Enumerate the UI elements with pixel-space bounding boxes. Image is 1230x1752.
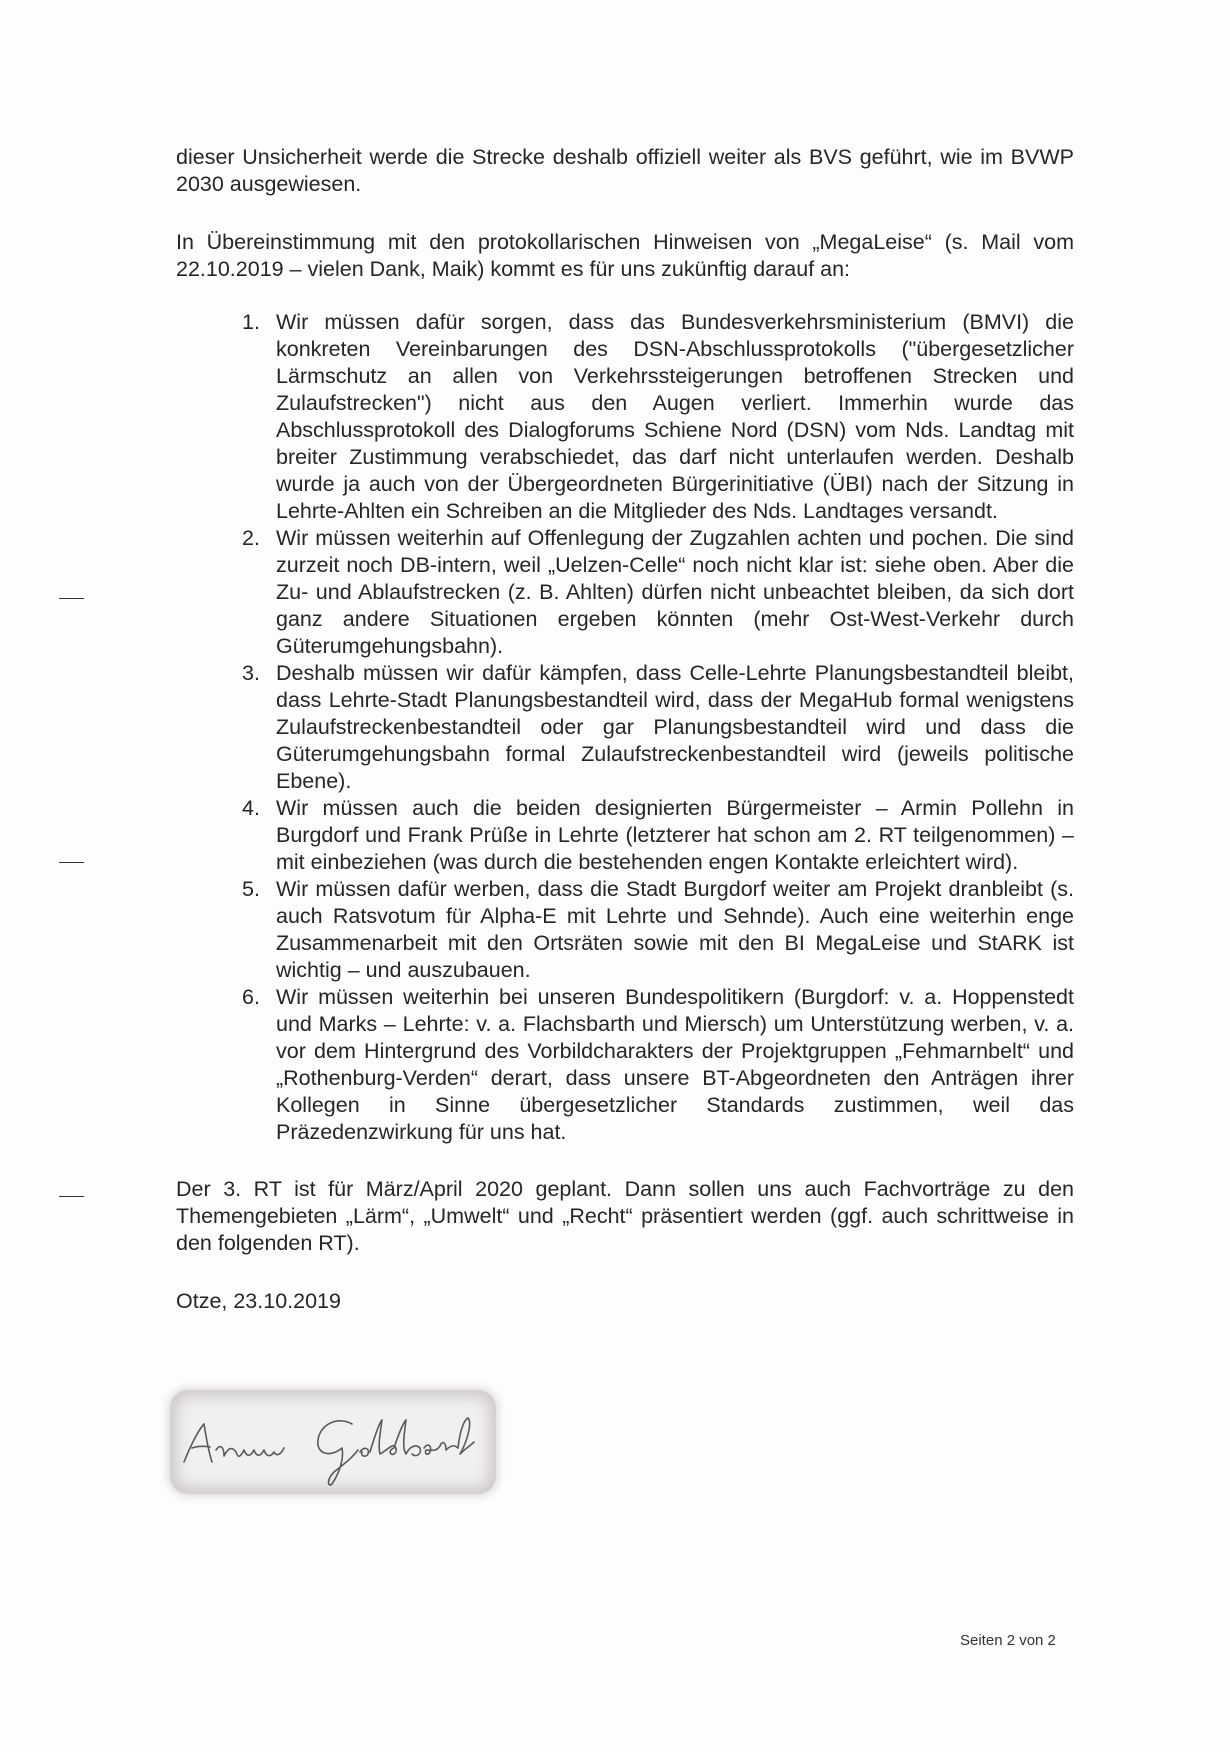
handwritten-signature-icon xyxy=(170,1390,496,1494)
list-item xyxy=(242,876,1074,984)
list-item xyxy=(242,660,1074,795)
place-and-date: Otze, 23.10.2019 xyxy=(176,1289,341,1313)
fold-mark-icon xyxy=(59,862,84,863)
list-item xyxy=(242,795,1074,876)
list-item xyxy=(242,984,1074,1146)
list-item-number: 6. xyxy=(242,985,260,1009)
signature-stamp xyxy=(170,1390,496,1494)
list-item-number: 5. xyxy=(242,877,260,901)
list-item-text: Wir müssen weiterhin bei unseren Bundespolitikern (Burgdorf: v. a. Hoppenstedt und Marks – Lehrte: v. a. Flachsbarth und Miersch) um Unterstützung werben, v. a. vor dem Hintergrund des Vorbildcharakters der Projektgruppen „Fehmarnbelt“ und „Rothenburg-Verden“ derart, dass unsere BT-Abgeordneten den Anträgen ihrer Kollegen in Sinne übergesetzlicher Standards zustimmen, weil das Präzedenzwirkung für uns hat. xyxy=(276,985,1074,1144)
letter-body xyxy=(176,144,1074,1315)
closing-paragraph: Der 3. RT ist für März/April 2020 geplant. Dann sollen uns auch Fachvorträge zu den Themengebieten „Lärm“, „Umwelt“ und „Recht“ präsentiert werden (ggf. auch schrittweise in den folgenden RT). xyxy=(176,1177,1074,1255)
list-item xyxy=(242,309,1074,525)
list-item-text: Wir müssen dafür werben, dass die Stadt Burgdorf weiter am Projekt dranbleibt (s. auch Ratsvotum für Alpha-E mit Lehrte und Sehnde). Auch eine weiterhin enge Zusammenarbeit mit den Ortsräten sowie mit den BI MegaLeise und StARK ist wichtig – und auszubauen. xyxy=(276,877,1074,982)
hole-punch-mark-icon xyxy=(59,1196,84,1197)
list-item-number: 4. xyxy=(242,796,260,820)
fold-mark-icon xyxy=(59,598,84,599)
list-item-number: 2. xyxy=(242,526,260,550)
list-item-text: Wir müssen auch die beiden designierten Bürgermeister – Armin Pollehn in Burgdorf und Frank Prüße in Lehrte (letzterer hat schon am 2. RT teilgenommen) – mit einbeziehen (was durch die bestehenden engen Kontakte erleichtert wird). xyxy=(276,796,1074,874)
list-item xyxy=(242,525,1074,660)
list-item-text: Deshalb müssen wir dafür kämpfen, dass Celle-Lehrte Planungsbestandteil bleibt, dass Lehrte-Stadt Planungsbestandteil wird, dass der MegaHub formal wenigstens Zulaufstreckenbestandteil oder gar Planungsbestandteil wird und dass die Güterumgehungsbahn formal Zulaufstreckenbestandteil wird (jeweils politische Ebene). xyxy=(276,661,1074,793)
action-items-list xyxy=(242,309,1074,1146)
list-item-number: 1. xyxy=(242,310,260,334)
list-item-number: 3. xyxy=(242,661,260,685)
list-item-text: Wir müssen dafür sorgen, dass das Bundesverkehrsministerium (BMVI) die konkreten Vereinbarungen des DSN-Abschlussprotokolls ("übergesetzlicher Lärmschutz an allen von Verkehrssteigerungen betroffenen Strecken und Zulaufstrecken") nicht aus den Augen verliert. Immerhin wurde das Abschlussprotokoll des Dialogforums Schiene Nord (DSN) vom Nds. Landtag mit breiter Zustimmung verabschiedet, das darf nicht unterlaufen werden. Deshalb wurde ja auch von der Übergeordneten Bürgerinitiative (ÜBI) nach der Sitzung in Lehrte-Ahlten ein Schreiben an die Mitglieder des Nds. Landtages versandt. xyxy=(276,310,1074,523)
list-item-text: Wir müssen weiterhin auf Offenlegung der Zugzahlen achten und pochen. Die sind zurzeit noch DB-intern, weil „Uelzen-Celle“ noch nicht klar ist: siehe oben. Aber die Zu- und Ablaufstrecken (z. B. Ahlten) dürfen nicht unbeachtet bleiben, da sich dort ganz andere Situationen ergeben könnten (mehr Ost-West-Verkehr durch Güterumgehungsbahn). xyxy=(276,526,1074,658)
page-number-footer: Seiten 2 von 2 xyxy=(960,1632,1056,1649)
intro-paragraph: dieser Unsicherheit werde die Strecke deshalb offiziell weiter als BVS geführt, wie im BVWP 2030 ausgewiesen. xyxy=(176,145,1074,196)
lead-paragraph: In Übereinstimmung mit den protokollarischen Hinweisen von „MegaLeise“ (s. Mail vom 22.10.2019 – vielen Dank, Maik) kommt es für uns zukünftig darauf an: xyxy=(176,230,1074,281)
